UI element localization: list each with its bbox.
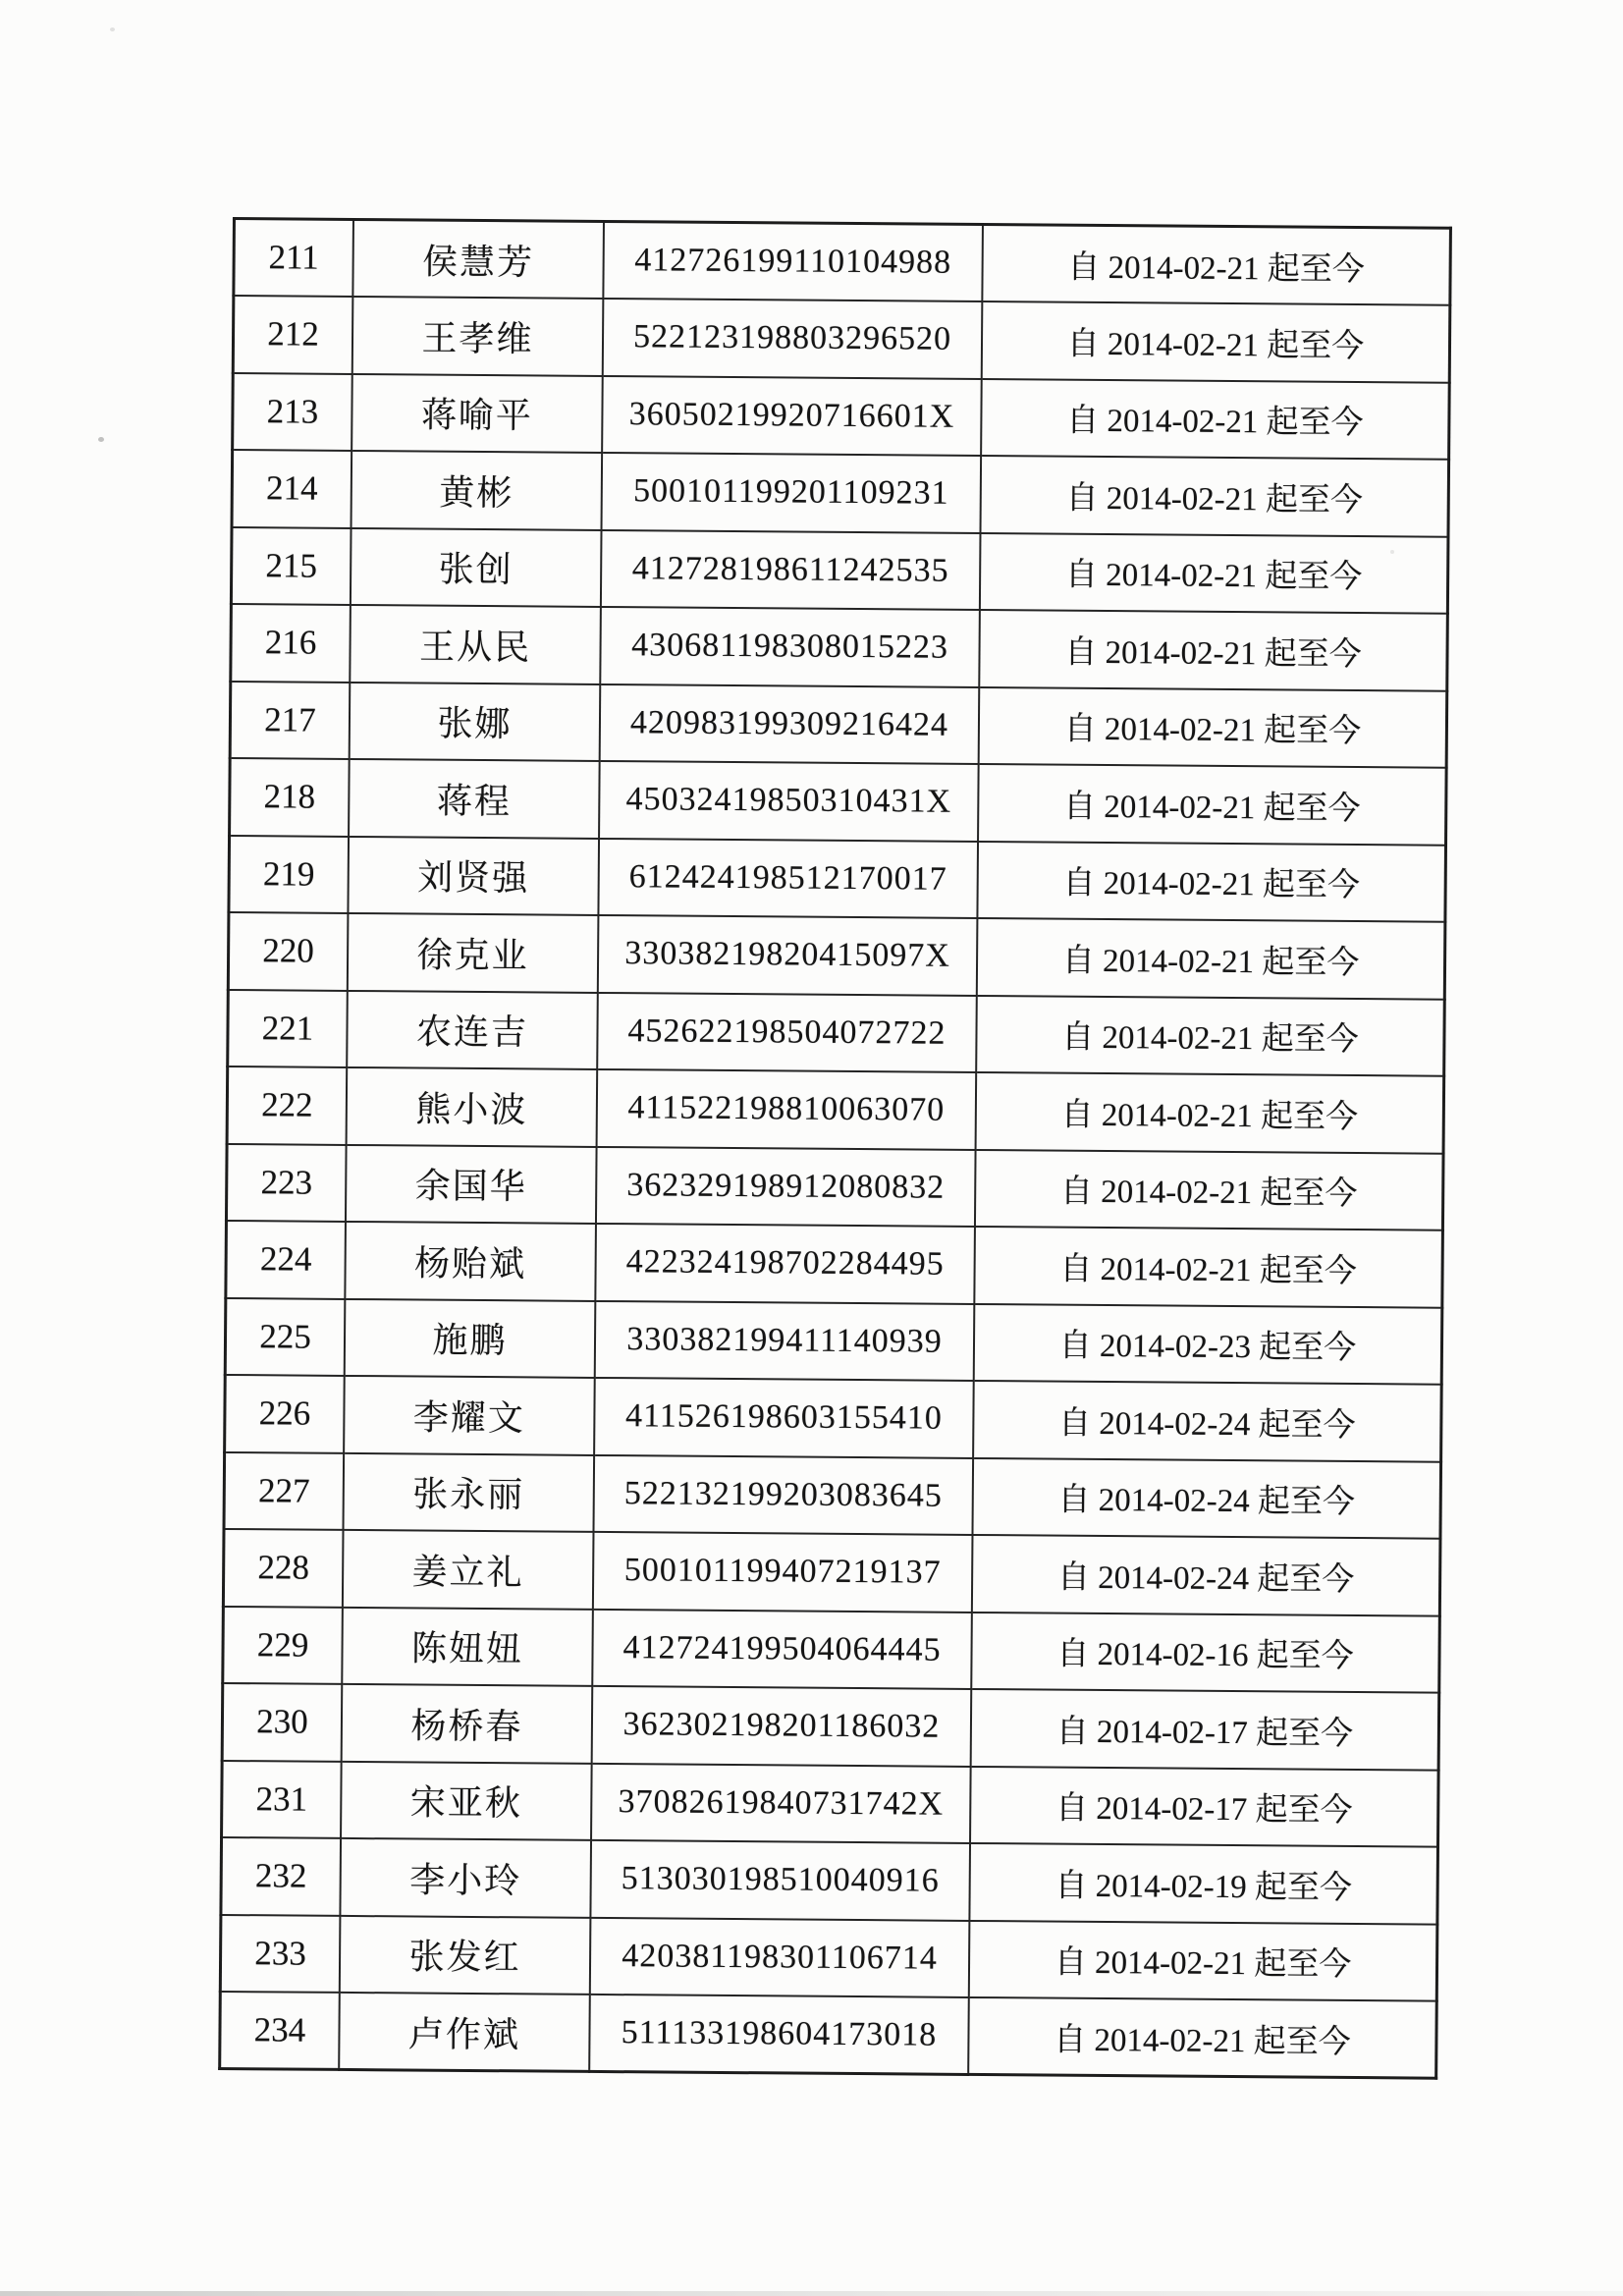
name-cell: 宋亚秋 bbox=[341, 1761, 592, 1840]
name-cell: 姜立礼 bbox=[343, 1530, 594, 1610]
row-number-cell: 227 bbox=[224, 1451, 344, 1529]
scan-speck bbox=[98, 437, 104, 442]
name-cell: 余国华 bbox=[346, 1144, 597, 1224]
table-row bbox=[228, 912, 1445, 999]
row-number-cell: 229 bbox=[223, 1606, 343, 1683]
validity-period-cell: 自 2014-02-16 起至今 bbox=[971, 1612, 1439, 1692]
id-number-cell: 412728198611242535 bbox=[601, 529, 981, 610]
id-number-cell: 430681198308015223 bbox=[600, 607, 980, 687]
name-cell: 张发红 bbox=[340, 1915, 591, 1995]
row-number-cell: 214 bbox=[232, 450, 352, 527]
id-number-cell: 33038219820415097X bbox=[598, 915, 978, 996]
row-number-cell: 215 bbox=[231, 527, 351, 605]
table-row bbox=[233, 373, 1450, 460]
name-cell: 刘贤强 bbox=[348, 836, 599, 915]
validity-period-cell: 自 2014-02-23 起至今 bbox=[974, 1303, 1442, 1384]
table-row bbox=[222, 1683, 1439, 1770]
name-cell: 李耀文 bbox=[344, 1376, 595, 1455]
validity-period-cell: 自 2014-02-21 起至今 bbox=[979, 610, 1447, 690]
table-row bbox=[232, 450, 1449, 536]
validity-period-cell: 自 2014-02-21 起至今 bbox=[978, 764, 1446, 845]
name-cell: 侯慧芳 bbox=[352, 219, 604, 299]
id-number-cell: 522123198803296520 bbox=[603, 299, 983, 379]
table-row bbox=[223, 1606, 1440, 1692]
table-row bbox=[234, 219, 1451, 305]
row-number-cell: 217 bbox=[230, 681, 350, 758]
table-row bbox=[221, 1837, 1438, 1924]
table-row bbox=[231, 604, 1448, 690]
row-number-cell: 216 bbox=[231, 604, 351, 682]
row-number-cell: 231 bbox=[222, 1760, 342, 1837]
validity-period-cell: 自 2014-02-21 起至今 bbox=[977, 918, 1445, 999]
table-row bbox=[228, 989, 1445, 1075]
id-number-cell: 500101199201109231 bbox=[602, 453, 982, 533]
validity-period-cell: 自 2014-02-21 起至今 bbox=[980, 456, 1448, 536]
row-number-cell: 211 bbox=[234, 219, 353, 297]
validity-period-cell: 自 2014-02-21 起至今 bbox=[982, 301, 1450, 382]
validity-period-cell: 自 2014-02-21 起至今 bbox=[975, 1149, 1443, 1230]
scanner-edge-shadow bbox=[0, 2291, 1623, 2296]
name-cell: 张永丽 bbox=[344, 1452, 595, 1532]
id-number-cell: 412724199504064445 bbox=[592, 1609, 972, 1689]
validity-period-cell: 自 2014-02-21 起至今 bbox=[980, 532, 1448, 613]
table-row bbox=[230, 758, 1447, 845]
row-number-cell: 225 bbox=[225, 1297, 345, 1375]
validity-period-cell: 自 2014-02-21 起至今 bbox=[969, 1920, 1437, 2000]
id-number-cell: 452622198504072722 bbox=[597, 992, 977, 1072]
validity-period-cell: 自 2014-02-21 起至今 bbox=[977, 841, 1445, 921]
id-number-cell: 37082619840731742X bbox=[591, 1763, 971, 1843]
scan-speck bbox=[110, 27, 115, 31]
name-cell: 杨桥春 bbox=[342, 1684, 593, 1764]
table-row bbox=[225, 1375, 1442, 1461]
id-number-cell: 330382199411140939 bbox=[595, 1300, 975, 1381]
table-row bbox=[226, 1143, 1443, 1230]
table-row bbox=[230, 681, 1447, 767]
validity-period-cell: 自 2014-02-21 起至今 bbox=[974, 1227, 1442, 1307]
row-number-cell: 212 bbox=[233, 296, 352, 373]
name-cell: 杨贻斌 bbox=[345, 1222, 596, 1301]
table-row bbox=[220, 1914, 1437, 2000]
name-cell: 张娜 bbox=[350, 682, 601, 761]
row-number-cell: 223 bbox=[226, 1143, 346, 1221]
row-number-cell: 219 bbox=[229, 835, 349, 912]
validity-period-cell: 自 2014-02-21 起至今 bbox=[976, 1072, 1444, 1153]
table-row bbox=[231, 527, 1448, 614]
name-cell: 王孝维 bbox=[352, 297, 604, 376]
table-row bbox=[226, 1221, 1443, 1307]
row-number-cell: 226 bbox=[225, 1375, 345, 1452]
id-number-cell: 522132199203083645 bbox=[593, 1454, 973, 1535]
validity-period-cell: 自 2014-02-17 起至今 bbox=[970, 1766, 1438, 1846]
validity-period-cell: 自 2014-02-17 起至今 bbox=[971, 1689, 1439, 1770]
id-number-cell: 411526198603155410 bbox=[594, 1378, 974, 1458]
row-number-cell: 220 bbox=[228, 912, 348, 990]
id-number-cell: 411522198810063070 bbox=[597, 1069, 977, 1150]
row-number-cell: 234 bbox=[220, 1992, 340, 2069]
id-number-cell: 500101199407219137 bbox=[593, 1532, 973, 1613]
name-cell: 陈妞妞 bbox=[342, 1607, 593, 1686]
row-number-cell: 230 bbox=[222, 1683, 342, 1761]
row-number-cell: 224 bbox=[226, 1221, 346, 1298]
table-row bbox=[220, 1992, 1437, 2078]
id-number-cell: 513030198510040916 bbox=[590, 1840, 970, 1921]
table-row bbox=[223, 1529, 1440, 1615]
id-number-cell: 420983199309216424 bbox=[600, 683, 980, 764]
row-number-cell: 222 bbox=[227, 1066, 347, 1144]
name-cell: 施鹏 bbox=[345, 1298, 596, 1378]
id-number-cell: 511133198604173018 bbox=[589, 1995, 969, 2075]
table-row bbox=[222, 1760, 1439, 1846]
name-cell: 农连吉 bbox=[347, 990, 598, 1069]
validity-period-cell: 自 2014-02-24 起至今 bbox=[972, 1457, 1440, 1538]
roster-table-body bbox=[220, 219, 1451, 2079]
name-cell: 张创 bbox=[351, 527, 602, 607]
name-cell: 蒋喻平 bbox=[352, 373, 603, 453]
validity-period-cell: 自 2014-02-21 起至今 bbox=[976, 995, 1444, 1075]
validity-period-cell: 自 2014-02-21 起至今 bbox=[968, 1997, 1436, 2078]
id-number-cell: 412726199110104988 bbox=[603, 221, 983, 301]
name-cell: 黄彬 bbox=[352, 451, 603, 530]
roster-table-grid bbox=[218, 217, 1452, 2080]
validity-period-cell: 自 2014-02-21 起至今 bbox=[981, 378, 1449, 459]
row-number-cell: 228 bbox=[223, 1529, 343, 1607]
validity-period-cell: 自 2014-02-24 起至今 bbox=[972, 1535, 1440, 1615]
id-number-cell: 36050219920716601X bbox=[602, 375, 982, 456]
name-cell: 李小玲 bbox=[340, 1838, 591, 1918]
id-number-cell: 420381198301106714 bbox=[590, 1917, 970, 1997]
id-number-cell: 422324198702284495 bbox=[595, 1224, 975, 1304]
validity-period-cell: 自 2014-02-24 起至今 bbox=[973, 1381, 1441, 1461]
table-row bbox=[229, 835, 1446, 921]
row-number-cell: 232 bbox=[221, 1837, 341, 1915]
validity-period-cell: 自 2014-02-21 起至今 bbox=[979, 686, 1447, 767]
validity-period-cell: 自 2014-02-19 起至今 bbox=[969, 1843, 1437, 1924]
roster-table bbox=[218, 217, 1452, 2080]
name-cell: 徐克业 bbox=[348, 913, 599, 993]
name-cell: 蒋程 bbox=[349, 759, 600, 839]
id-number-cell: 362302198201186032 bbox=[592, 1686, 972, 1767]
row-number-cell: 213 bbox=[233, 373, 352, 451]
name-cell: 熊小波 bbox=[347, 1067, 598, 1147]
id-number-cell: 362329198912080832 bbox=[596, 1146, 976, 1227]
table-row bbox=[227, 1066, 1444, 1153]
row-number-cell: 221 bbox=[228, 989, 348, 1066]
validity-period-cell: 自 2014-02-21 起至今 bbox=[982, 225, 1450, 305]
table-row bbox=[225, 1297, 1442, 1384]
table-row bbox=[224, 1451, 1441, 1538]
table-row bbox=[233, 296, 1450, 382]
id-number-cell: 45032419850310431X bbox=[599, 761, 979, 842]
row-number-cell: 218 bbox=[230, 758, 350, 836]
name-cell: 卢作斌 bbox=[339, 1993, 590, 2072]
name-cell: 王从民 bbox=[350, 605, 601, 684]
row-number-cell: 233 bbox=[220, 1914, 340, 1992]
id-number-cell: 612424198512170017 bbox=[598, 838, 978, 918]
